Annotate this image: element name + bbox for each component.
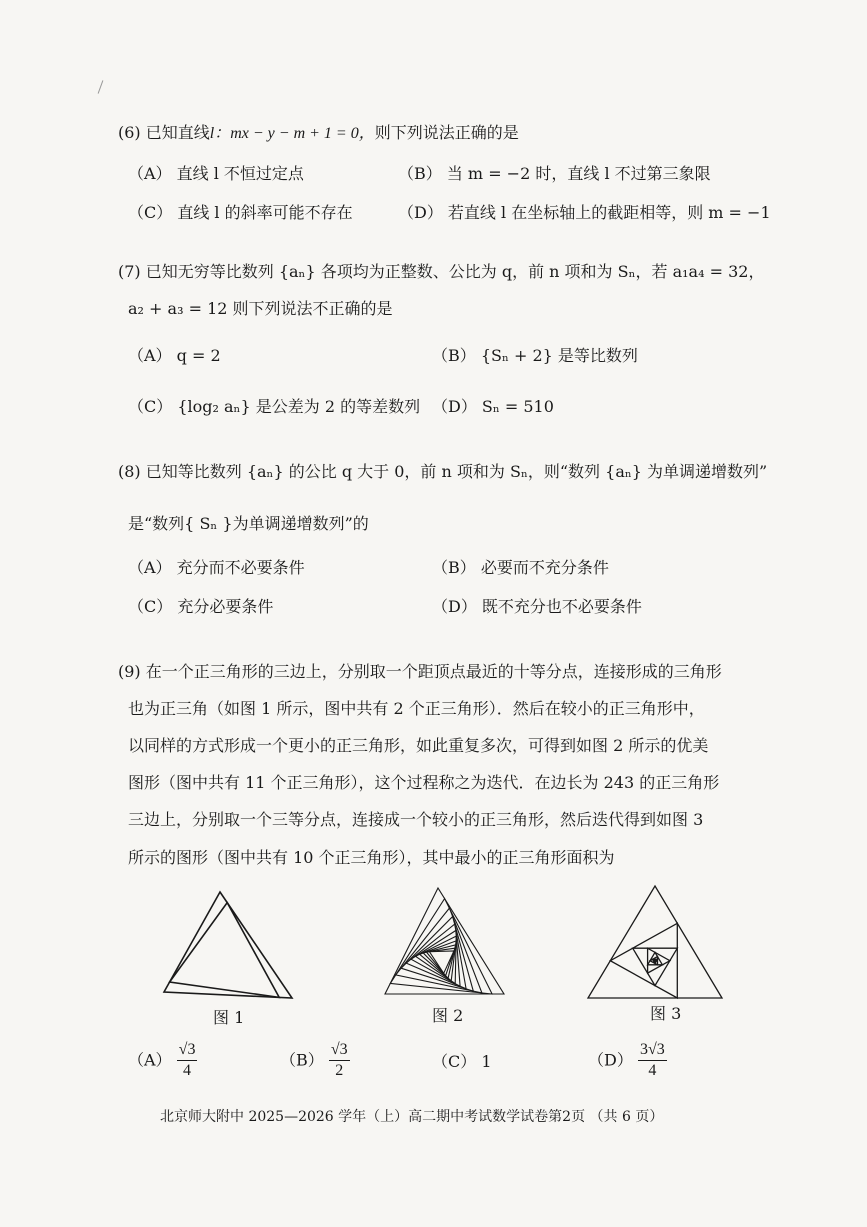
fig1-triangle-2 [170, 903, 280, 998]
q9-option-b [280, 1040, 350, 1086]
q7-option-d: （D） Sₙ = 510 [432, 397, 554, 416]
q8-stem-line2: 是“数列{ Sₙ }为单调递增数列”的 [128, 514, 369, 533]
q9-b-denominator: 2 [335, 1062, 344, 1079]
q9-line2: 也为正三角（如图 1 所示，图中共有 2 个正三角形）．然后在较小的正三角形中， [128, 699, 705, 718]
q9-line1: (9) 在一个正三角形的三边上，分别取一个距顶点最近的十等分点，连接形成的三角形 [118, 662, 722, 681]
q8-option-d: （D） 既不充分也不必要条件 [432, 597, 642, 616]
q9-option-a [128, 1040, 197, 1086]
q9-line3: 以同样的方式形成一个更小的正三角形，如此重复多次，可得到如图 2 所示的优美 [128, 736, 709, 755]
figure-3-label: 图 3 [650, 1004, 682, 1023]
q7-option-b: （B） {Sₙ + 2} 是等比数列 [432, 346, 638, 365]
q9-a-denominator: 4 [183, 1062, 192, 1079]
q9-line4: 图形（图中共有 11 个正三角形），这个过程称之为迭代．在边长为 243 的正三角形 [128, 773, 720, 792]
figure-2-spiral-triangles [385, 888, 504, 994]
q7-stem-line2: a₂ + a₃ = 12 则下列说法不正确的是 [128, 299, 393, 318]
q9-option-d [588, 1040, 667, 1086]
q9-line5: 三边上，分别取一个三等分点，连接成一个较小的正三角形，然后迭代得到如图 3 [128, 810, 704, 829]
figure-2-label: 图 2 [432, 1006, 464, 1025]
q9-d-numerator: 3√3 [638, 1040, 667, 1061]
q6-stem-suffix: 则下列说法正确的是 [374, 123, 519, 142]
q9-option-c: （C） 1 [432, 1052, 492, 1071]
q9-option-a-label: （A） [128, 1050, 172, 1070]
q9-d-denominator: 4 [648, 1062, 657, 1079]
q8-option-a: （A） 充分而不必要条件 [128, 558, 305, 577]
q9-option-d-label: （D） [588, 1050, 633, 1070]
q9-a-numerator: √3 [177, 1040, 198, 1061]
q6-option-a: （A） 直线 l 不恒过定点 [128, 164, 304, 183]
q8-stem-line1: (8) 已知等比数列 {aₙ} 的公比 q 大于 0，前 n 项和为 Sₙ，则“数列 {aₙ} 为单调递增数列” [118, 462, 768, 481]
q6-stem-eq: ：mx − y − m + 1 = 0， [214, 125, 375, 142]
scan-mark [98, 80, 104, 93]
q6-option-c: （C） 直线 l 的斜率可能不存在 [128, 203, 353, 222]
q7-option-c: （C） {log₂ aₙ} 是公差为 2 的等差数列 [128, 397, 421, 416]
q7-stem-line1: (7) 已知无穷等比数列 {aₙ} 各项均为正整数、公比为 q，前 n 项和为 Sₙ，若 a₁a₄ = 32， [118, 262, 765, 281]
figure-3-nested-triangles [588, 886, 722, 998]
q9-option-b-fraction [329, 1040, 350, 1081]
figure-1-triangles [164, 892, 292, 998]
figure-1-label: 图 1 [213, 1008, 245, 1027]
q9-option-d-fraction [638, 1040, 667, 1081]
fig3-triangle-10 [654, 960, 655, 961]
q6-option-b: （B） 当 m = −2 时，直线 l 不过第三象限 [398, 164, 711, 183]
q9-b-numerator: √3 [329, 1040, 350, 1061]
fig1-triangle-1 [164, 892, 292, 998]
q6-option-d: （D） 若直线 l 在坐标轴上的截距相等，则 m = −1 [398, 203, 771, 222]
q9-option-b-label: （B） [280, 1050, 324, 1070]
fig3-triangle-2 [610, 923, 677, 998]
q8-option-c: （C） 充分必要条件 [128, 597, 274, 616]
fig3-triangle-1 [588, 886, 722, 998]
q6-stem-var: l [209, 125, 215, 142]
fig3-triangle-3 [633, 948, 678, 985]
q7-option-a: （A） q = 2 [128, 346, 221, 365]
q6-stem [118, 123, 519, 144]
page-footer: 北京师大附中 2025—2026 学年（上）高二期中考试数学试卷第2页 （共 6 页） [160, 1109, 664, 1125]
q6-stem-prefix: (6) 已知直线 [118, 123, 210, 142]
q8-option-b: （B） 必要而不充分条件 [432, 558, 609, 577]
q9-option-a-fraction [177, 1040, 198, 1081]
q9-line6: 所示的图形（图中共有 10 个正三角形），其中最小的正三角形面积为 [128, 848, 615, 867]
